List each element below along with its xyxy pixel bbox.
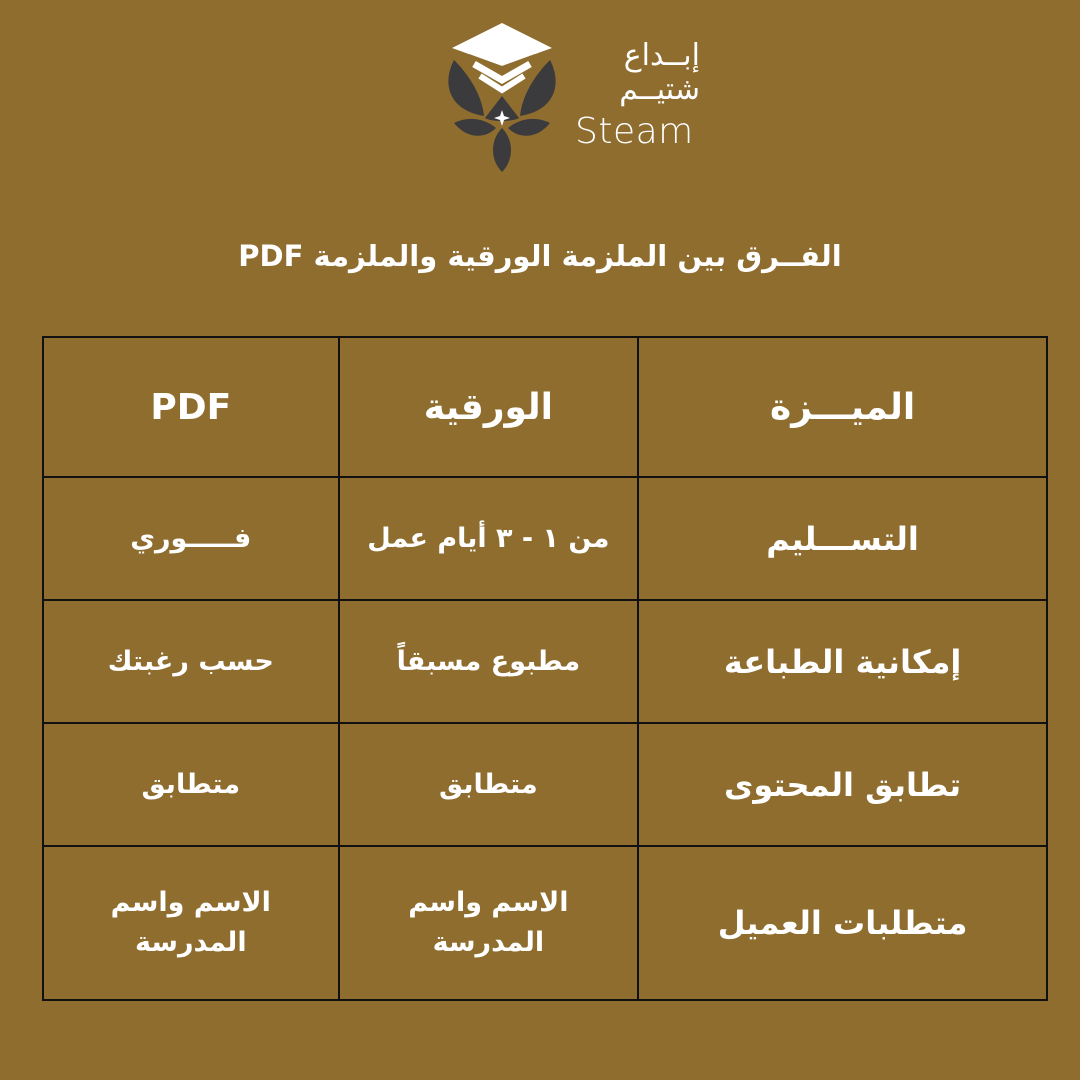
comparison-table — [42, 336, 1048, 1001]
paper-cell: من ١ - ٣ أيام عمل — [339, 477, 639, 600]
pdf-cell: فـــــوري — [43, 477, 339, 600]
header-pdf: PDF — [43, 337, 339, 477]
header-paper: الورقية — [339, 337, 639, 477]
paper-cell: متطابق — [339, 723, 639, 846]
table-header-row — [43, 337, 1047, 477]
pdf-cell: حسب رغبتك — [43, 600, 339, 723]
pdf-cell: متطابق — [43, 723, 339, 846]
paper-cell — [339, 846, 639, 1000]
paper-cell: مطبوع مسبقاً — [339, 600, 639, 723]
logo-arabic-line1: إبــداع — [623, 38, 700, 73]
pdf-cell-text: الاسم واسم المدرسة — [110, 887, 271, 958]
feature-cell: التســـليم — [638, 477, 1047, 600]
logo-english: Steam — [575, 111, 694, 152]
brand-logo — [440, 18, 710, 178]
feature-cell: متطلبات العميل — [638, 846, 1047, 1000]
logo-arabic-line2: شتيــم — [619, 72, 700, 107]
feature-cell: تطابق المحتوى — [638, 723, 1047, 846]
table-row — [43, 846, 1047, 1000]
table-row — [43, 477, 1047, 600]
table-row — [43, 600, 1047, 723]
feature-cell: إمكانية الطباعة — [638, 600, 1047, 723]
header-feature: الميـــزة — [638, 337, 1047, 477]
pdf-cell — [43, 846, 339, 1000]
table-row — [43, 723, 1047, 846]
paper-cell-text: الاسم واسم المدرسة — [408, 887, 569, 958]
page-title: الفــرق بين الملزمة الورقية والملزمة PDF — [238, 239, 842, 273]
logo-emblem-icon — [440, 18, 565, 178]
